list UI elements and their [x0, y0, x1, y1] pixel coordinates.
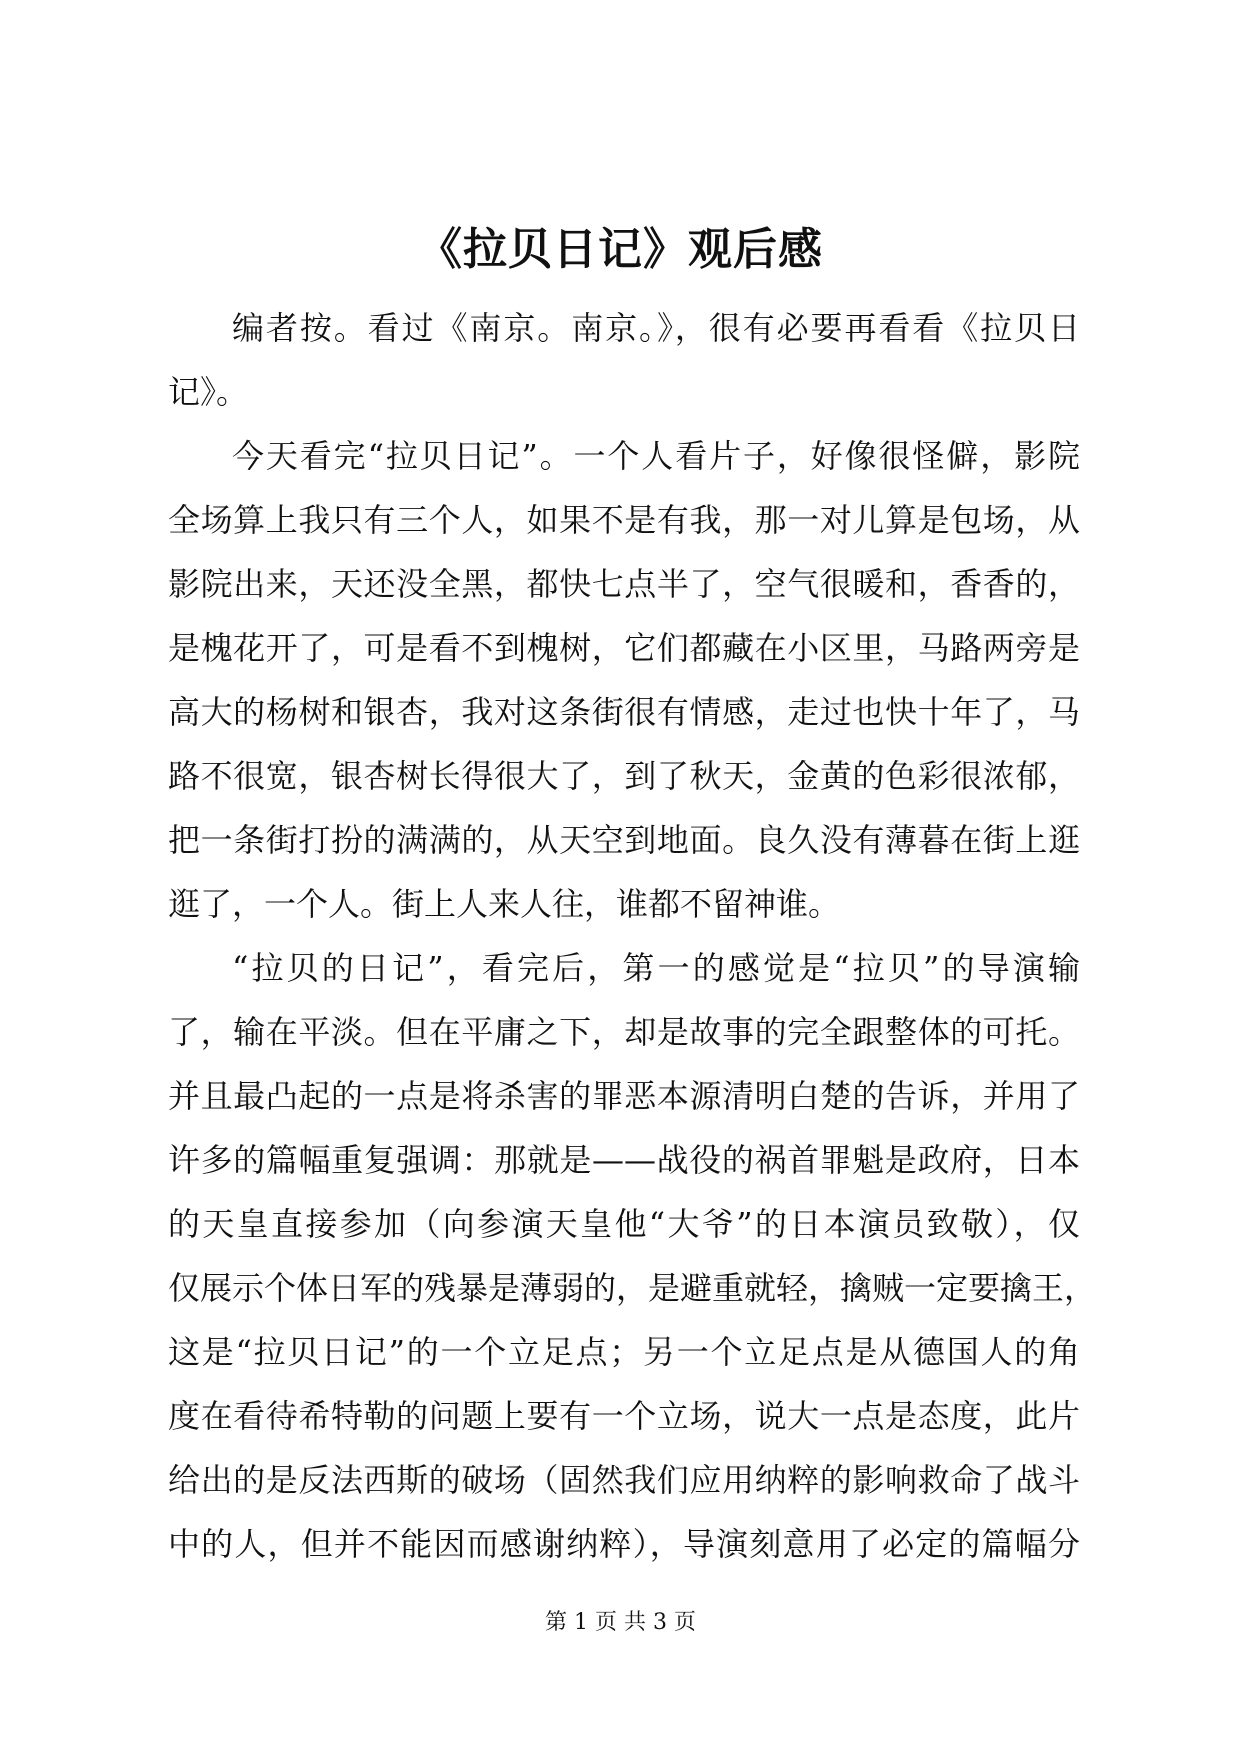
body-line: 中的人，但并不能因而感谢纳粹），导演刻意用了必定的篇幅分 — [168, 1525, 1080, 1563]
body-line: 全场算上我只有三个人，如果不是有我，那一对儿算是包场，从 — [168, 501, 1080, 539]
body-line: 影院出来，天还没全黑，都快七点半了，空气很暖和，香香的， — [168, 565, 1080, 603]
body-line: 这是“拉贝日记”的一个立足点；另一个立足点是从德国人的角 — [168, 1333, 1080, 1371]
body-line: 了，输在平淡。但在平庸之下，却是故事的完全跟整体的可托。 — [168, 1013, 1080, 1051]
body-line: 是槐花开了，可是看不到槐树，它们都藏在小区里，马路两旁是 — [168, 629, 1080, 667]
body-line: 许多的篇幅重复强调：那就是——战役的祸首罪魁是政府，日本 — [168, 1141, 1080, 1179]
body-line: 路不很宽，银杏树长得很大了，到了秋天，金黄的色彩很浓郁， — [168, 757, 1080, 795]
page-footer: 第 1 页 共 3 页 — [545, 1610, 696, 1635]
body-line: 仅展示个体日军的残暴是薄弱的，是避重就轻，擒贼一定要擒王， — [168, 1269, 1097, 1307]
body-line: 并且最凸起的一点是将杀害的罪恶本源清明白楚的告诉，并用了 — [168, 1077, 1080, 1115]
body-line: 逛了，一个人。街上人来人往，谁都不留神谁。 — [168, 885, 841, 923]
body-line: “拉贝的日记”，看完后，第一的感觉是“拉贝”的导演输 — [232, 949, 1080, 987]
body-line: 的天皇直接参加（向参演天皇他“大爷”的日本演员致敬），仅 — [168, 1205, 1080, 1243]
body-line: 给出的是反法西斯的破场（固然我们应用纳粹的影响救命了战斗 — [168, 1461, 1080, 1499]
document-title: 《拉贝日记》观后感 — [418, 224, 823, 275]
body-line: 把一条街打扮的满满的，从天空到地面。良久没有薄暮在街上逛 — [168, 821, 1080, 859]
body-line: 编者按。看过《南京。南京。》，很有必要再看看《拉贝日 — [232, 309, 1080, 347]
document-body — [168, 296, 1097, 1576]
body-line: 度在看待希特勒的问题上要有一个立场，说大一点是态度，此片 — [168, 1397, 1080, 1435]
body-line: 今天看完“拉贝日记”。一个人看片子，好像很怪僻，影院 — [232, 437, 1080, 475]
body-line: 高大的杨树和银杏，我对这条街很有情感，走过也快十年了，马 — [168, 693, 1080, 731]
body-line: 记》。 — [168, 373, 249, 411]
